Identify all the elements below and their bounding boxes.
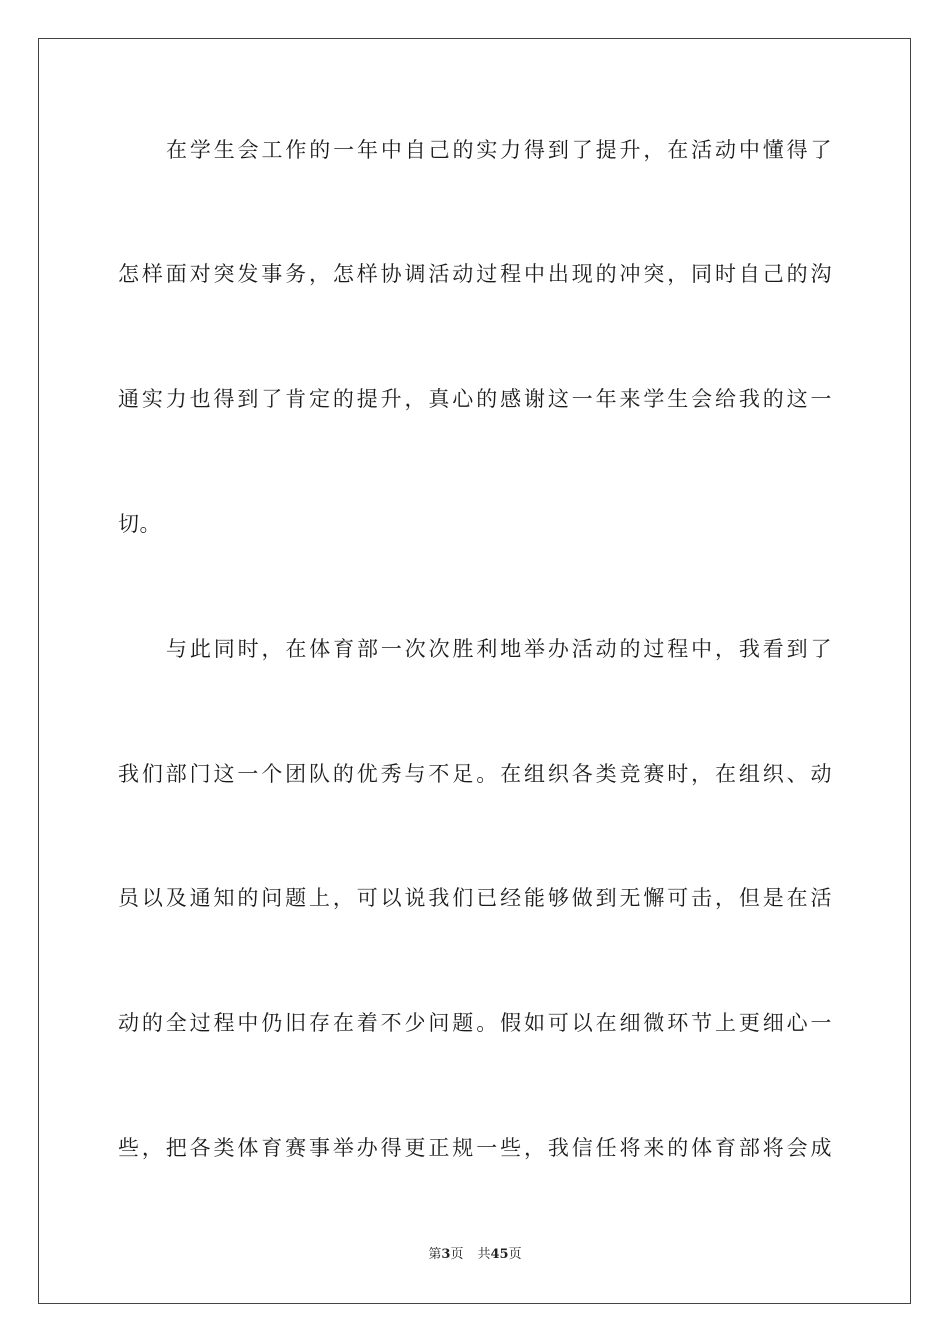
paragraph-1-line-2: 怎样面对突发事务，怎样协调活动过程中出现的冲突，同时自己的沟 — [118, 262, 832, 286]
page-number-prefix: 第 — [428, 1247, 442, 1262]
page-footer — [0, 1246, 950, 1264]
page-total-count: 45 — [490, 1247, 509, 1262]
page-total-prefix: 共 — [477, 1247, 491, 1262]
page-number-current: 3 — [441, 1247, 451, 1262]
paragraph-1-line-1: 在学生会工作的一年中自己的实力得到了提升，在活动中懂得了 — [166, 138, 832, 162]
paragraph-2-line-1: 与此同时，在体育部一次次胜利地举办活动的过程中，我看到了 — [166, 637, 832, 661]
page-number-suffix: 页 — [450, 1247, 464, 1262]
paragraph-2-line-3: 员以及通知的问题上，可以说我们已经能够做到无懈可击，但是在活 — [118, 886, 832, 910]
paragraph-2-line-5: 些，把各类体育赛事举办得更正规一些，我信任将来的体育部将会成 — [118, 1136, 832, 1160]
paragraph-2-line-4: 动的全过程中仍旧存在着不少问题。假如可以在细微环节上更细心一 — [118, 1011, 832, 1035]
paragraph-1-line-3: 通实力也得到了肯定的提升，真心的感谢这一年来学生会给我的这一 — [118, 387, 832, 411]
page-total-suffix: 页 — [508, 1247, 522, 1262]
paragraph-1-line-4: 切。 — [118, 512, 161, 536]
page-border — [38, 38, 911, 1304]
paragraph-2-line-2: 我们部门这一个团队的优秀与不足。在组织各类竞赛时，在组织、动 — [118, 762, 832, 786]
